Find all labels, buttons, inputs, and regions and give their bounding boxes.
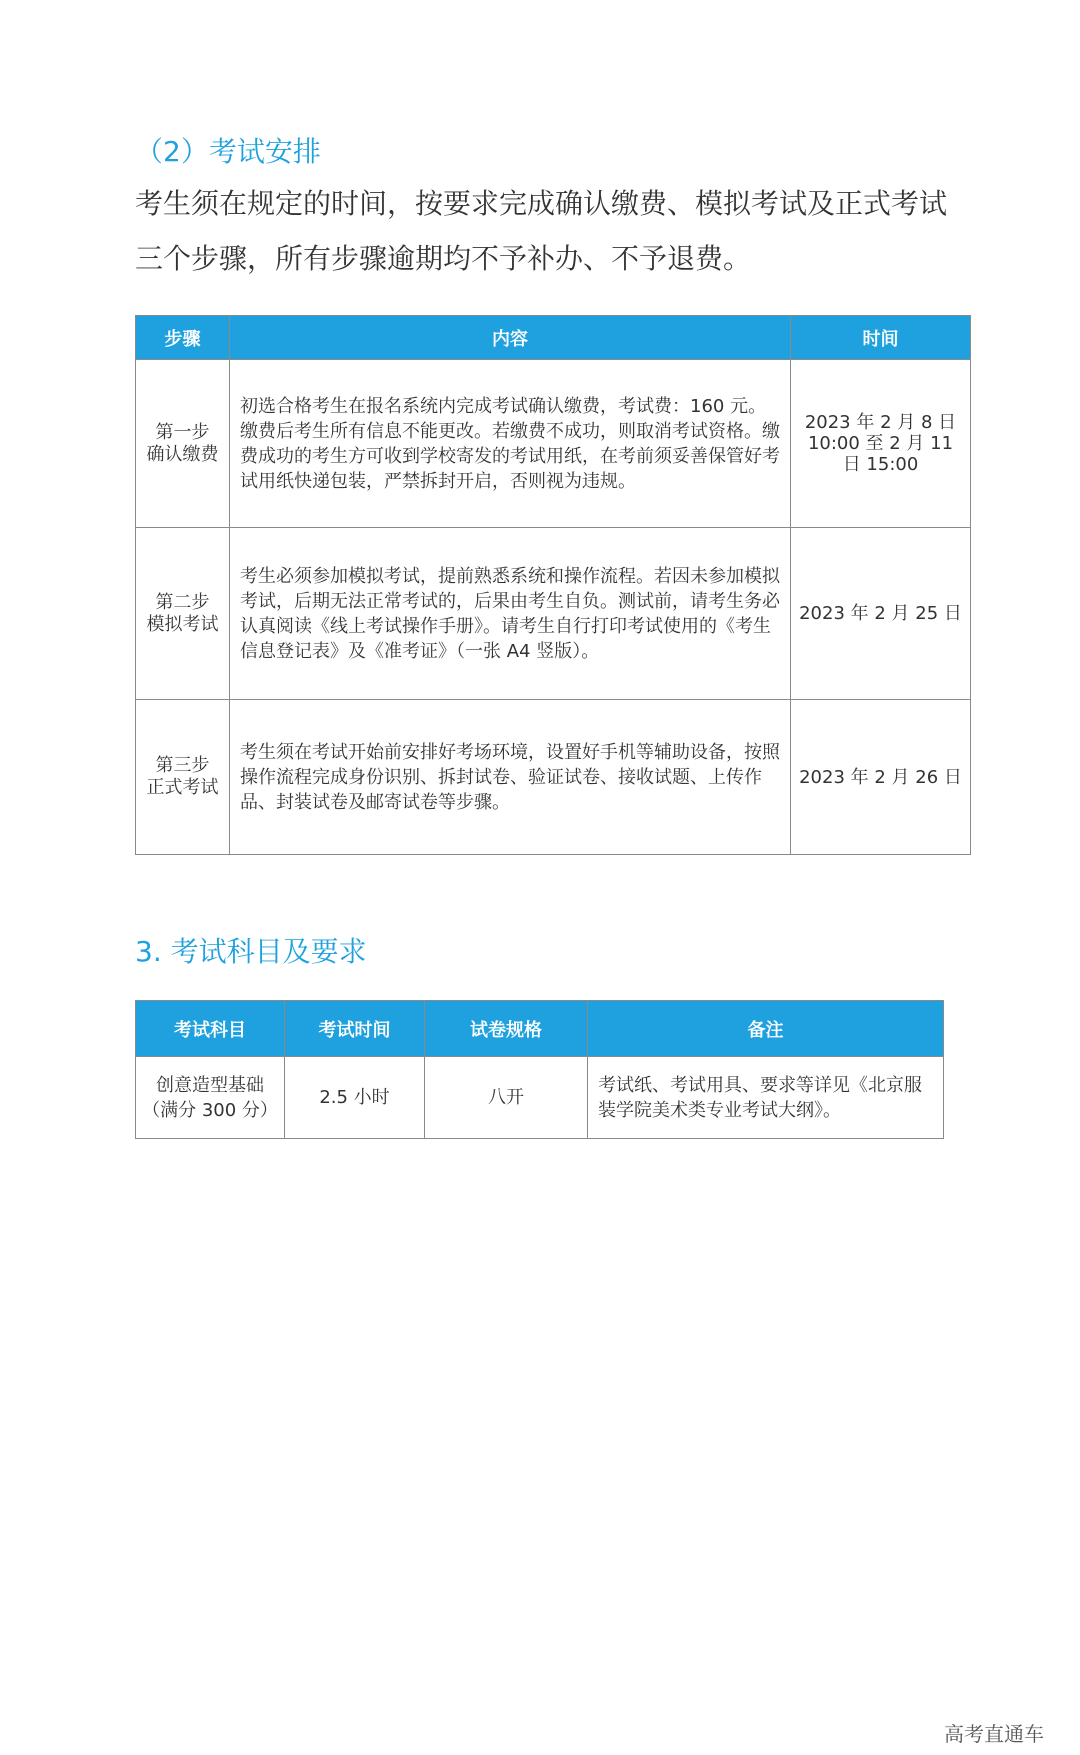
step-cell: [136, 700, 230, 855]
step-number: 第二步: [155, 591, 210, 613]
section-heading-exam-schedule: （2）考试安排: [135, 135, 321, 168]
column-header-time: 时间: [791, 316, 971, 360]
subject-score: （满分 300 分）: [142, 1099, 278, 1121]
step-number: 第三步: [155, 755, 210, 776]
time-cell: 2023 年 2 月 25 日: [791, 528, 971, 700]
column-header-step: 步骤: [136, 316, 230, 360]
table-row: [136, 700, 971, 855]
column-header-note: 备注: [588, 1001, 944, 1057]
step-title: 模拟考试: [146, 613, 219, 635]
subject-name: 创意造型基础: [156, 1074, 264, 1096]
table-row: [136, 528, 971, 700]
column-header-paper: 试卷规格: [425, 1001, 588, 1057]
duration-cell: 2.5 小时: [285, 1057, 425, 1139]
exam-subject-table: [135, 1000, 944, 1139]
column-header-duration: 考试时间: [285, 1001, 425, 1057]
table-header-row: [136, 316, 971, 360]
content-cell: 考生须在考试开始前安排好考场环境，设置好手机等辅助设备，按照操作流程完成身份识别、拆封试卷、验证试卷、接收试题、上传作品、封装试卷及邮寄试卷等步骤。: [230, 700, 791, 855]
column-header-subject: 考试科目: [136, 1001, 285, 1057]
time-cell: 2023 年 2 月 26 日: [791, 700, 971, 855]
subject-cell: [136, 1057, 285, 1139]
step-number: 第一步: [155, 421, 210, 443]
content-cell: 考生必须参加模拟考试，提前熟悉系统和操作流程。若因未参加模拟考试，后期无法正常考试的，后果由考生自负。测试前，请考生务必认真阅读《线上考试操作手册》。请考生自行打印考试使用的《考生信息登记表》及《准考证》（一张 A4 竖版）。: [230, 528, 791, 700]
step-title: 正式考试: [146, 777, 219, 798]
table-header-row: [136, 1001, 944, 1057]
section-intro-paragraph: 考生须在规定的时间，按要求完成确认缴费、模拟考试及正式考试三个步骤，所有步骤逾期均不予补办、不予退费。: [135, 187, 948, 275]
watermark-text: 高考直通车: [944, 1722, 1044, 1746]
section-heading-exam-subjects: 3. 考试科目及要求: [135, 935, 367, 968]
step-cell: [136, 360, 230, 528]
content-cell: 初选合格考生在报名系统内完成考试确认缴费，考试费：160 元。缴费后考生所有信息不能更改。若缴费不成功，则取消考试资格。缴费成功的考生方可收到学校寄发的考试用纸，在考前须妥善保管好考试用纸快递包装，严禁拆封开启，否则视为违规。: [230, 360, 791, 528]
exam-schedule-table: [135, 315, 971, 855]
step-cell: [136, 528, 230, 700]
table-row: [136, 360, 971, 528]
note-cell: 考试纸、考试用具、要求等详见《北京服装学院美术类专业考试大纲》。: [588, 1057, 944, 1139]
table-row: [136, 1057, 944, 1139]
column-header-content: 内容: [230, 316, 791, 360]
paper-size-cell: 八开: [425, 1057, 588, 1139]
time-cell: 2023 年 2 月 8 日 10:00 至 2 月 11 日 15:00: [791, 360, 971, 528]
step-title: 确认缴费: [146, 443, 219, 465]
